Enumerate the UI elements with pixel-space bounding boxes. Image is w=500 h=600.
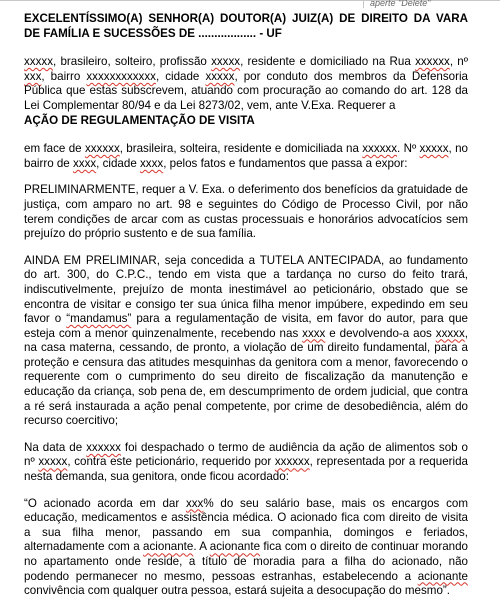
acionante-term: acionante xyxy=(209,540,261,554)
placeholder-street: xxxxxx xyxy=(362,142,398,156)
placeholder-street: xxxxxx xyxy=(415,55,450,69)
placeholder-profession: xxxxx xyxy=(211,55,241,69)
placeholder-name: xxxxx xyxy=(24,55,53,69)
preliminary-paragraph: PRELIMINARMENTE, requer a V. Exa. o deferimento dos benefícios da gratuidade de justiça, com amparo no art. 98 e seguintes do Código de Processo Civil, por não terem condições de arcar com as custas processuais e honorários advocatícios sem prejuízo do próprio sustento e de sua família. xyxy=(24,183,468,241)
placeholder-number: xxxxx xyxy=(38,455,68,469)
acionante-term: acionante xyxy=(417,569,468,583)
placeholder-day: xxxxx xyxy=(435,326,465,340)
acionante-term: acionante xyxy=(143,540,194,554)
against-paragraph: em face de xxxxxx, brasileira, solteira, residente e domiciliada na xxxxxx. Nº xxxxx, no bairro de xxxx, cidade xxxx, pelos fatos e fundamentos que passa a expor: xyxy=(24,142,468,170)
placeholder-number: xxx xyxy=(24,69,42,83)
delete-hint: aperte "Delete" xyxy=(363,0,500,8)
document-header: EXCELENTÍSSIMO(A) SENHOR(A) DOUTOR(A) JUIZ(A) DE DIREITO DA VARA DE FAMÍLIA E SUCESSÕES DE .................. - UF xyxy=(24,12,468,40)
intro-paragraph: xxxxx, brasileiro, solteiro, profissão xxxxx, residente e domiciliado na Rua xxxxxx, nº xxx, bairro xxxxxxxxxxxx, cidade xxxxx, por conduto dos membros da Defensoria Pública que estas subscrevem, atuando com procuração ao comando do art. 128 da Lei Complementar 80/94 e da Lei 8273/02, vem, ante V.Exa. Requerer a xyxy=(24,55,468,112)
placeholder-city: xxxxx xyxy=(205,69,235,83)
mandamus-term: “mandamus” xyxy=(66,312,132,326)
placeholder-name: xxxxxx xyxy=(84,142,120,156)
placeholder-neighborhood: xxxx xyxy=(72,156,97,170)
document-page xyxy=(24,12,468,599)
placeholder-neighborhood: xxxxxxxxxxxx xyxy=(86,69,156,83)
agreement-quote: “O acionado acorda em dar xxx% do seu salário base, mais os encargos com educação, medicamentos e assistência médica. O acionado fica com direito de visita a sua filha menor, passando em sua companhia, domingos e feriados, alternadamente com a acionante. A acionante fica com o direito de continuar morando no apartamento onde reside, a título de moradia para a filha do acionado, não podendo permanecer no mesmo, pessoas estranhas, estabelecendo a acionante convivência com qualquer outra pessoa, estará sujeita a desocupação do mesmo”. xyxy=(24,496,468,598)
placeholder-name: xxxxxx xyxy=(274,455,310,469)
section-title: AÇÃO DE REGULAMENTAÇÃO DE VISITA xyxy=(24,113,255,127)
placeholder-percent: xxx xyxy=(185,496,204,510)
placeholder-day: xxxx xyxy=(302,326,326,340)
injunction-paragraph: AINDA EM PRELIMINAR, seja concedida a TUTELA ANTECIPADA, ao fundamento do art. 300, do C.P.C., tendo em vista que a tardança no curso do feito trará, indiscutivelmente, prejuízo de monta inestimável ao peticionário, obstado que se encontra de visitar e consigo ter sua única filha menor impúbere, expedindo em seu favor o “mandamus” para a regulamentação de visita, em favor do autor, para que esteja com a menor quinzenalmente, recebendo nas xxxx e devolvendo-a aos xxxxx, na casa materna, cessando, de pronto, a violação de um direito fundamental, para a proteção e censura das atitudes mesquinhas da genitora com a menor, favorecendo o requerente com o cumprimento do seu direito de fiscalização da manutenção e educação da criança, sob pena de, em descumprimento de ordem judicial, que contra a ré será instaurada a ação penal competente, por crime de desobediência, além do recurso coercitivo; xyxy=(24,253,468,428)
placeholder-number: xxxxx xyxy=(419,142,449,156)
hearing-paragraph: Na data de xxxxxx foi despachado o termo de audiência da ação de alimentos sob o nº xxxxx, contra este peticionário, requerido por xxxxxx, representada por a requerida nesta demanda, sua genitora, onde ficou acordado: xyxy=(24,440,468,484)
placeholder-date: xxxxxx xyxy=(86,440,121,454)
placeholder-city: xxxx xyxy=(140,156,164,170)
